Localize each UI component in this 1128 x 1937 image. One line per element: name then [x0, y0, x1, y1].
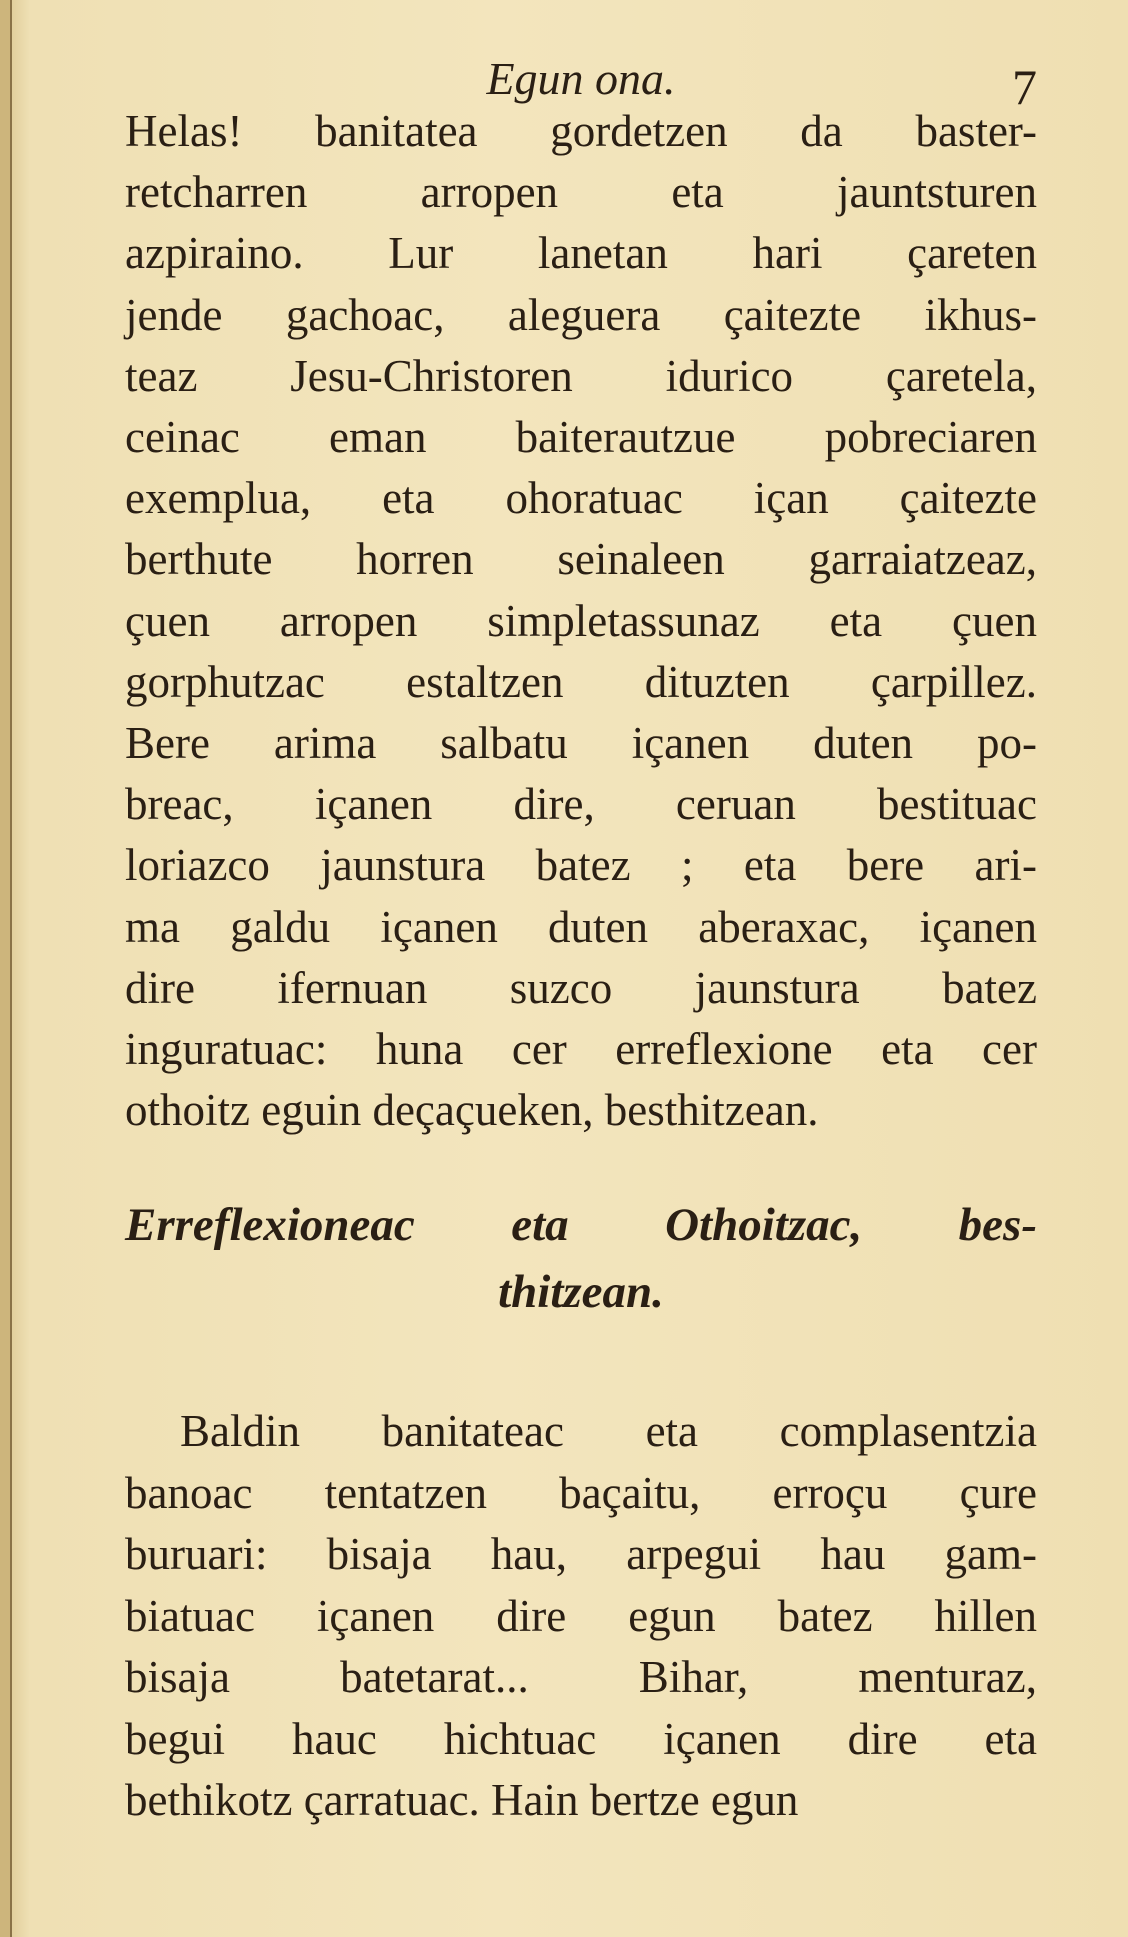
text-line: berthute horren seinaleen garraiatzeaz, [125, 534, 1037, 585]
section-heading-line-2: thitzean. [498, 1266, 664, 1318]
running-title: Egun ona. [486, 53, 676, 104]
text-line: inguratuac: huna cer erreflexione eta cer [125, 1024, 1037, 1074]
page-number: 7 [1012, 59, 1037, 115]
text-line: bisaja batetarat... Bihar, menturaz, [125, 1652, 1037, 1702]
text-line: gorphutzac estaltzen dituzten çarpillez. [125, 656, 1037, 707]
text-line: teaz Jesu-Christoren idurico çaretela, [125, 350, 1037, 401]
text-line: Bere arima salbatu içanen duten po- [125, 718, 1037, 768]
text-line: exemplua, eta ohoratuac içan çaitezte [125, 473, 1037, 524]
text-line: breac, içanen dire, ceruan bestituac [125, 779, 1037, 830]
text-line: azpiraino. Lur lanetan hari çareten [125, 228, 1037, 279]
text-line: banoac tentatzen baçaitu, erroçu çure [125, 1467, 1037, 1518]
text-line: bethikotz çarratuac. Hain bertze egun [125, 1775, 799, 1825]
text-line: Helas! banitatea gordetzen da baster- [125, 106, 1037, 156]
text-line: retcharren arropen eta jauntsturen [125, 167, 1037, 218]
text-line: loriazco jaunstura batez ; eta bere ari- [125, 840, 1037, 891]
text-line: Baldin banitateac eta complasentzia [180, 1406, 1037, 1456]
text-line: jende gachoac, aleguera çaitezte ikhus- [125, 289, 1037, 340]
text-line: biatuac içanen dire egun batez hillen [125, 1590, 1037, 1641]
page-edge [0, 0, 12, 1937]
text-line: buruari: bisaja hau, arpegui hau gam- [125, 1529, 1037, 1579]
text-line: ceinac eman baiterautzue pobreciaren [125, 412, 1037, 462]
text-line: begui hauc hichtuac içanen dire eta [125, 1713, 1037, 1764]
text-line: dire ifernuan suzco jaunstura batez [125, 962, 1037, 1013]
text-line: othoitz eguin deçaçueken, besthitzean. [125, 1085, 819, 1136]
section-heading-line-1: Erreflexioneac eta Othoitzac, bes- [125, 1199, 1037, 1251]
text-line: ma galdu içanen duten aberaxac, içanen [125, 901, 1037, 952]
text-line: çuen arropen simpletassunaz eta çuen [125, 595, 1037, 646]
